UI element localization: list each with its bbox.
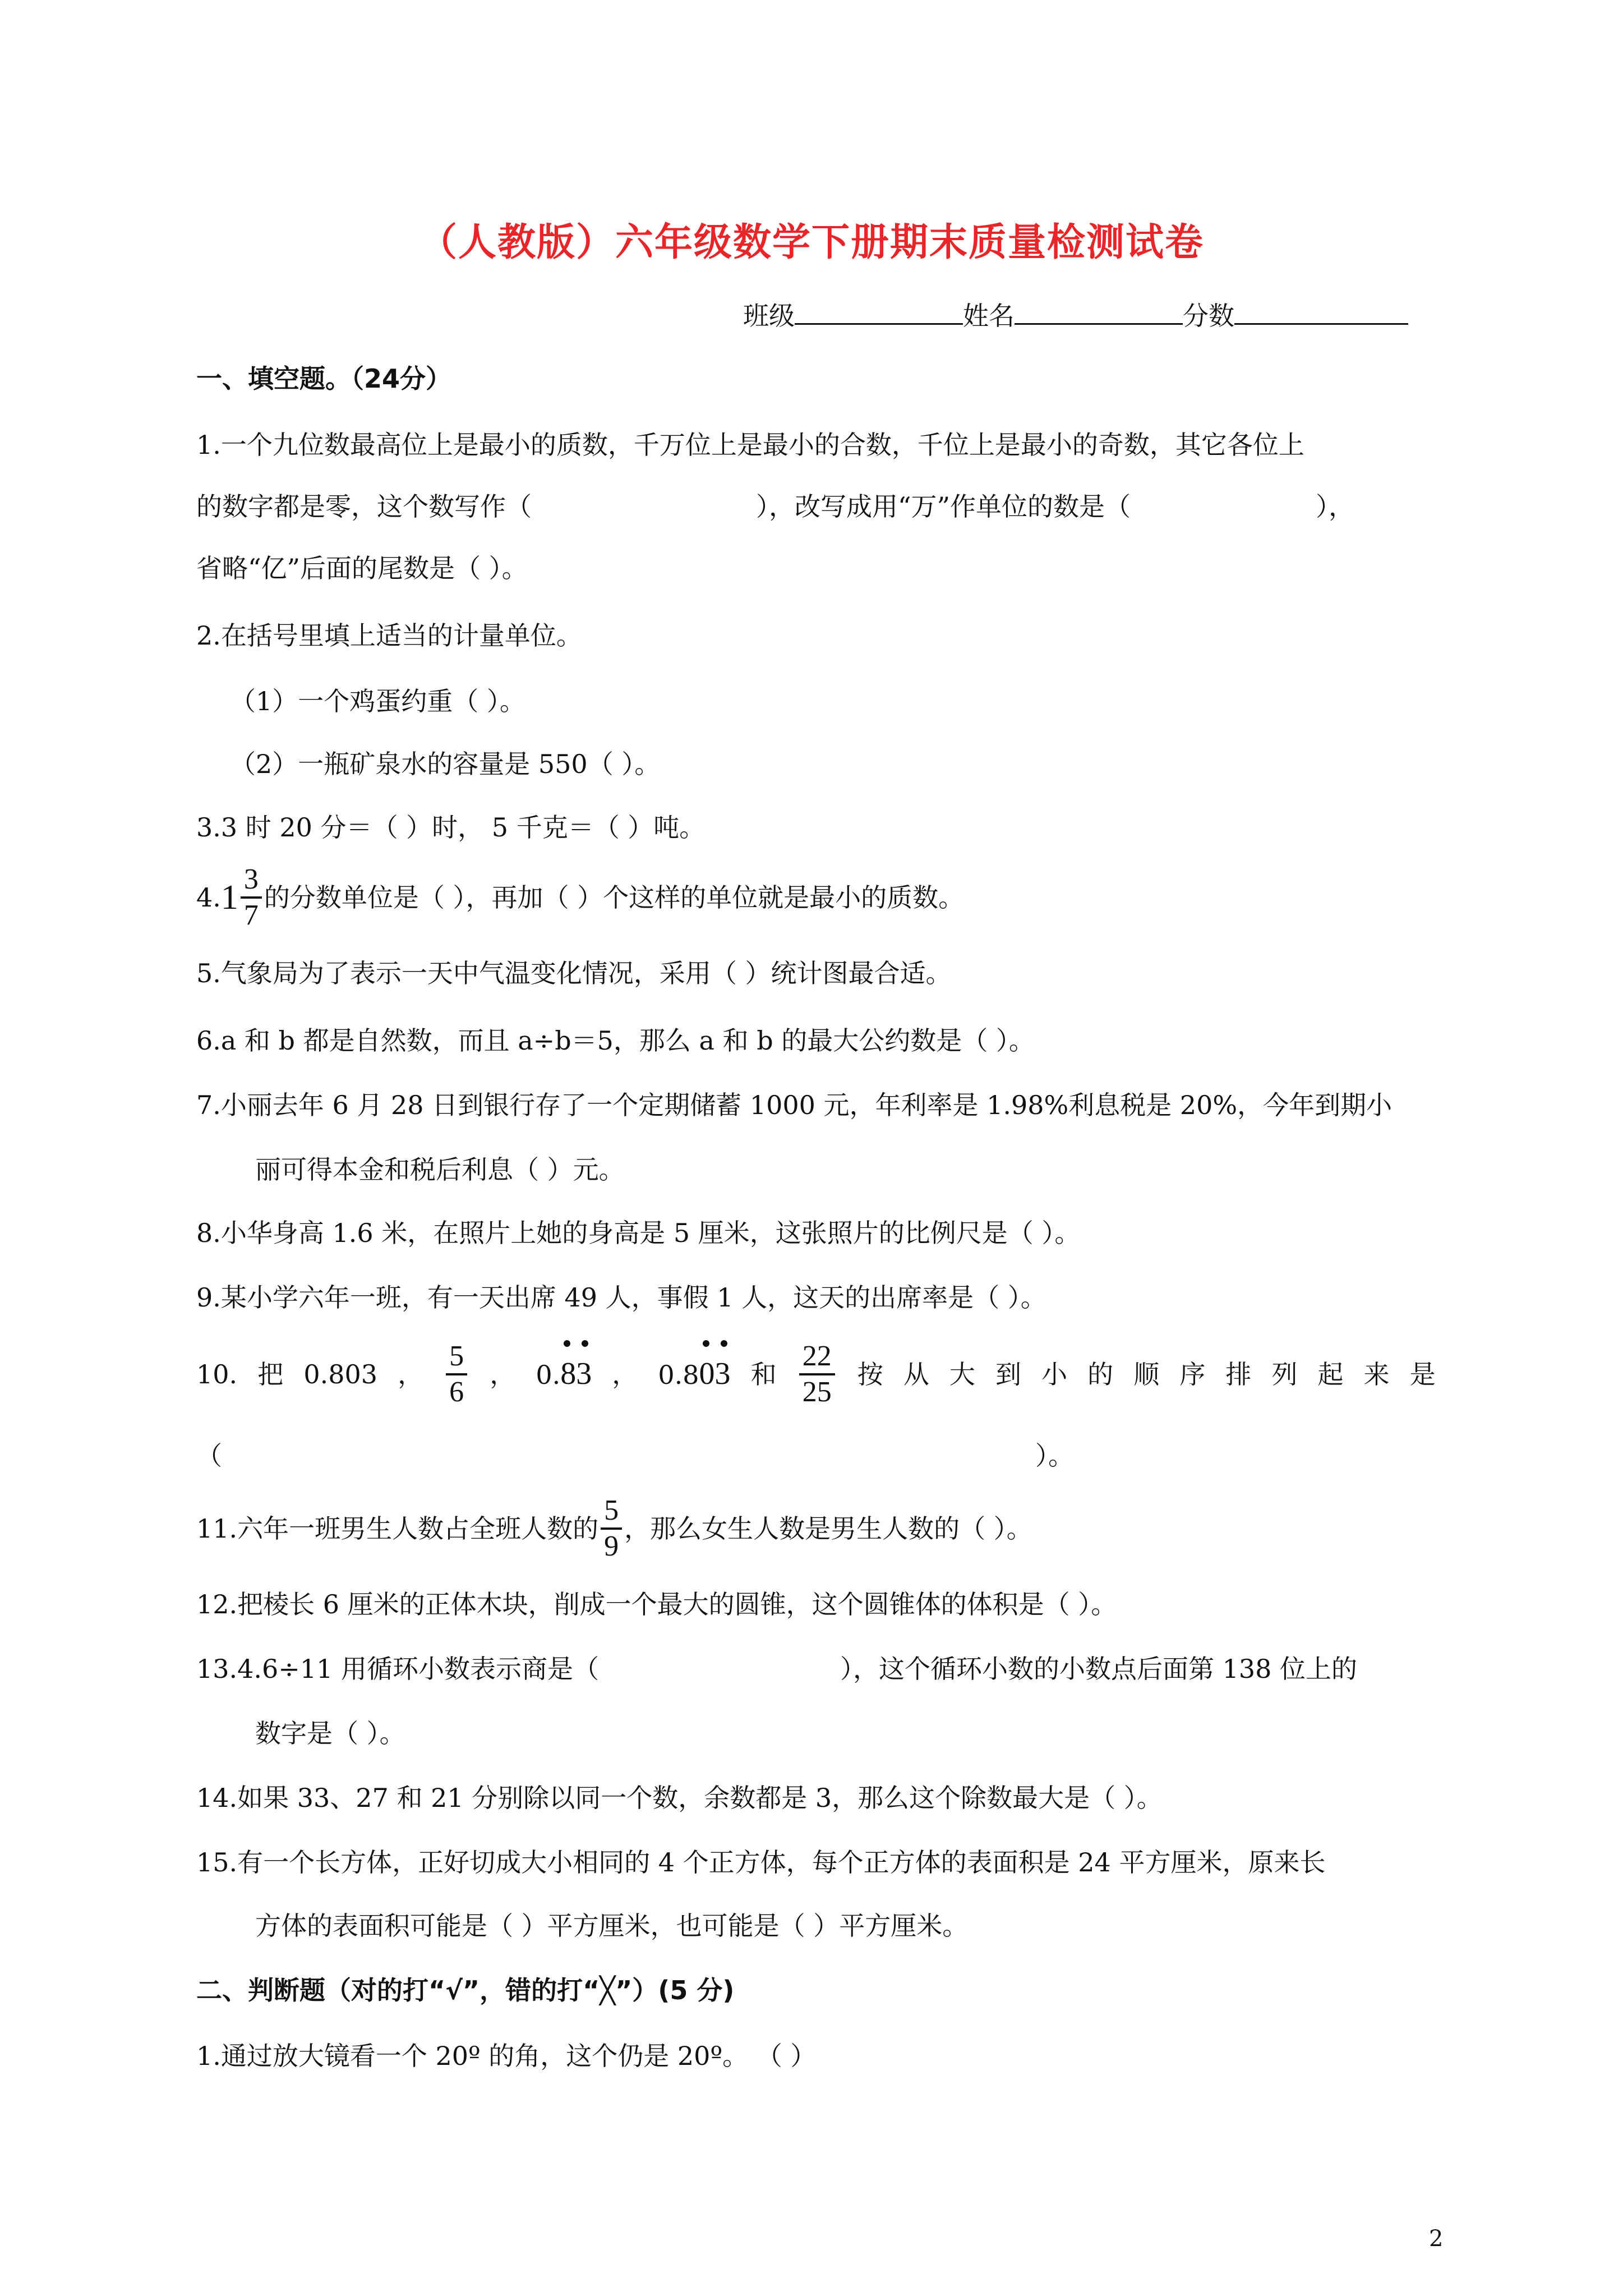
- q5: 5.气象局为了表示一天中气温变化情况，采用（ ）统计图最合适。: [196, 958, 952, 988]
- q10-rep2-prefix: 0.8: [658, 1360, 699, 1390]
- q10-rep2-digits: [699, 1357, 731, 1391]
- q4-whole: 1: [220, 878, 238, 917]
- q10-word: 排: [1225, 1359, 1252, 1389]
- q13-line1-b: ），这个循环小数的小数点后面第 138 位上的: [840, 1654, 1358, 1684]
- q4-rest: 的分数单位是（ ），再加（ ）个这样的单位就是最小的质数。: [264, 882, 965, 913]
- q10-word: 10.: [196, 1359, 238, 1389]
- q13-line2: 数字是（ ）。: [255, 1718, 405, 1749]
- q10-fraction-5-6: [446, 1340, 467, 1409]
- class-blank: [795, 297, 963, 325]
- q4-numerator: 3: [241, 863, 262, 899]
- q10-frac1-numerator: 5: [446, 1340, 467, 1375]
- q4-prefix: 4.: [196, 882, 221, 913]
- q10-word: 大: [949, 1359, 975, 1389]
- q11-rest: ，那么女生人数是男生人数的（ ）。: [624, 1513, 1032, 1544]
- q12: 12.把棱长 6 厘米的正体木块，削成一个最大的圆锥，这个圆锥体的体积是（ ）。: [196, 1589, 1117, 1619]
- q11-denominator: 9: [604, 1530, 619, 1562]
- class-label: 班级: [743, 301, 795, 331]
- q1-line2-c: ），: [1316, 491, 1355, 522]
- q10-word: 的: [1087, 1359, 1114, 1389]
- q1-line2: [196, 490, 1354, 523]
- q11-numerator: 5: [601, 1494, 622, 1530]
- q10-word: 从: [903, 1359, 929, 1389]
- q8: 8.小华身高 1.6 米，在照片上她的身高是 5 厘米，这张照片的比例尺是（ ）。: [196, 1218, 1081, 1248]
- q10-rep2-text: 03: [699, 1356, 731, 1391]
- q15-line1: 15.有一个长方体，正好切成大小相同的 4 个正方体，每个正方体的表面积是 24 平方厘米，原来长: [196, 1847, 1326, 1878]
- q4-fraction: [241, 863, 262, 932]
- q4: [196, 858, 964, 937]
- q10-word: 序: [1179, 1359, 1206, 1389]
- q10-word: 顺: [1133, 1359, 1160, 1389]
- q10-comma: ，: [612, 1359, 638, 1389]
- q10-fraction-22-25: [799, 1340, 835, 1409]
- q13-line1: [196, 1652, 1357, 1686]
- q10-word: 把: [257, 1359, 284, 1389]
- q1-line3: 省略“亿”后面的尾数是（ ）。: [196, 553, 528, 583]
- q10-rep1-text: 83: [560, 1356, 592, 1391]
- q10-rep1-digits: [560, 1357, 592, 1391]
- q10-frac1-denominator: 6: [449, 1376, 464, 1408]
- q10-line2: [196, 1439, 1074, 1473]
- q10-word: 列: [1271, 1359, 1298, 1389]
- q11: [196, 1489, 1032, 1568]
- q2-stem: 2.在括号里填上适当的计量单位。: [196, 620, 582, 651]
- q10-close-paren: ）。: [1035, 1441, 1074, 1471]
- section2-heading: 二、判断题（对的打“√”，错的打“╳”）(5 分): [196, 1975, 735, 2005]
- q11-prefix: 11.六年一班男生人数占全班人数的: [196, 1513, 599, 1544]
- section1-heading: 一、填空题。（24分）: [196, 364, 452, 394]
- q13-line1-a: 13.4.6÷11 用循环小数表示商是（: [196, 1654, 600, 1684]
- q2-sub2: （2）一瓶矿泉水的容量是 550（ ）。: [230, 749, 661, 779]
- score-label: 分数: [1183, 301, 1234, 331]
- score-blank: [1234, 297, 1408, 325]
- name-label: 姓名: [963, 301, 1015, 331]
- q10-word: 按: [857, 1359, 883, 1389]
- q4-denominator: 7: [243, 899, 259, 931]
- q1-line2-b: ），改写成用“万”作单位的数是（: [756, 491, 1131, 522]
- q10-word: 到: [995, 1359, 1021, 1389]
- q15-line2: 方体的表面积可能是（ ）平方厘米，也可能是（ ）平方厘米。: [255, 1911, 969, 1941]
- q7-line1: 7.小丽去年 6 月 28 日到银行存了一个定期储蓄 1000 元，年利率是 1.98%利息税是 20%，今年到期小: [196, 1090, 1393, 1120]
- name-blank: [1015, 297, 1183, 325]
- q3: 3.3 时 20 分＝（ ）时， 5 千克＝（ ）吨。: [196, 812, 706, 843]
- q10-open-paren: （: [196, 1441, 222, 1471]
- q10-frac2-numerator: 22: [799, 1340, 835, 1375]
- q10-word: 0.803: [303, 1359, 378, 1389]
- q10-word: 小: [1041, 1359, 1068, 1389]
- q10-line1: [196, 1329, 1436, 1419]
- q7-line2: 丽可得本金和税后利息（ ）元。: [255, 1154, 625, 1185]
- q9: 9.某小学六年一班，有一天出席 49 人，事假 1 人，这天的出席率是（ ）。: [196, 1282, 1046, 1313]
- repeat-dot: [582, 1340, 588, 1347]
- q1-line1: 1.一个九位数最高位上是最小的质数，千万位上是最小的合数，千位上是最小的奇数，其它各位上: [196, 430, 1304, 460]
- q10-comma: ，: [490, 1359, 516, 1389]
- q10-word: 是: [1409, 1359, 1436, 1389]
- repeat-dot: [564, 1340, 570, 1347]
- q10-word: ，: [398, 1359, 424, 1389]
- header-fields: [743, 297, 1408, 333]
- q10-and: 和: [750, 1359, 777, 1389]
- q10-repeating-1: [536, 1357, 592, 1392]
- repeat-dot: [703, 1340, 709, 1347]
- q2-sub1: （1）一个鸡蛋约重（ ）。: [230, 686, 525, 716]
- q10-rep1-prefix: 0.: [536, 1360, 561, 1390]
- q10-frac2-denominator: 25: [802, 1376, 832, 1408]
- q6: 6.a 和 b 都是自然数，而且 a÷b＝5，那么 a 和 b 的最大公约数是（ ）。: [196, 1025, 1035, 1056]
- q1-line2-a: 的数字都是零，这个数写作（: [196, 491, 532, 522]
- q10-word: 起: [1317, 1359, 1344, 1389]
- q11-fraction: [601, 1494, 622, 1563]
- q10-repeating-2: [658, 1357, 730, 1392]
- q14: 14.如果 33、27 和 21 分别除以同一个数，余数都是 3，那么这个除数最大是（ ）。: [196, 1783, 1163, 1813]
- q10-word: 来: [1363, 1359, 1390, 1389]
- s2-q1: 1.通过放大镜看一个 20º 的角，这个仍是 20º。 （ ）: [196, 2041, 817, 2071]
- exam-title: （人教版）六年级数学下册期末质量检测试卷: [418, 220, 1204, 265]
- repeat-dot: [721, 1340, 727, 1347]
- page-number: 2: [1429, 2226, 1444, 2252]
